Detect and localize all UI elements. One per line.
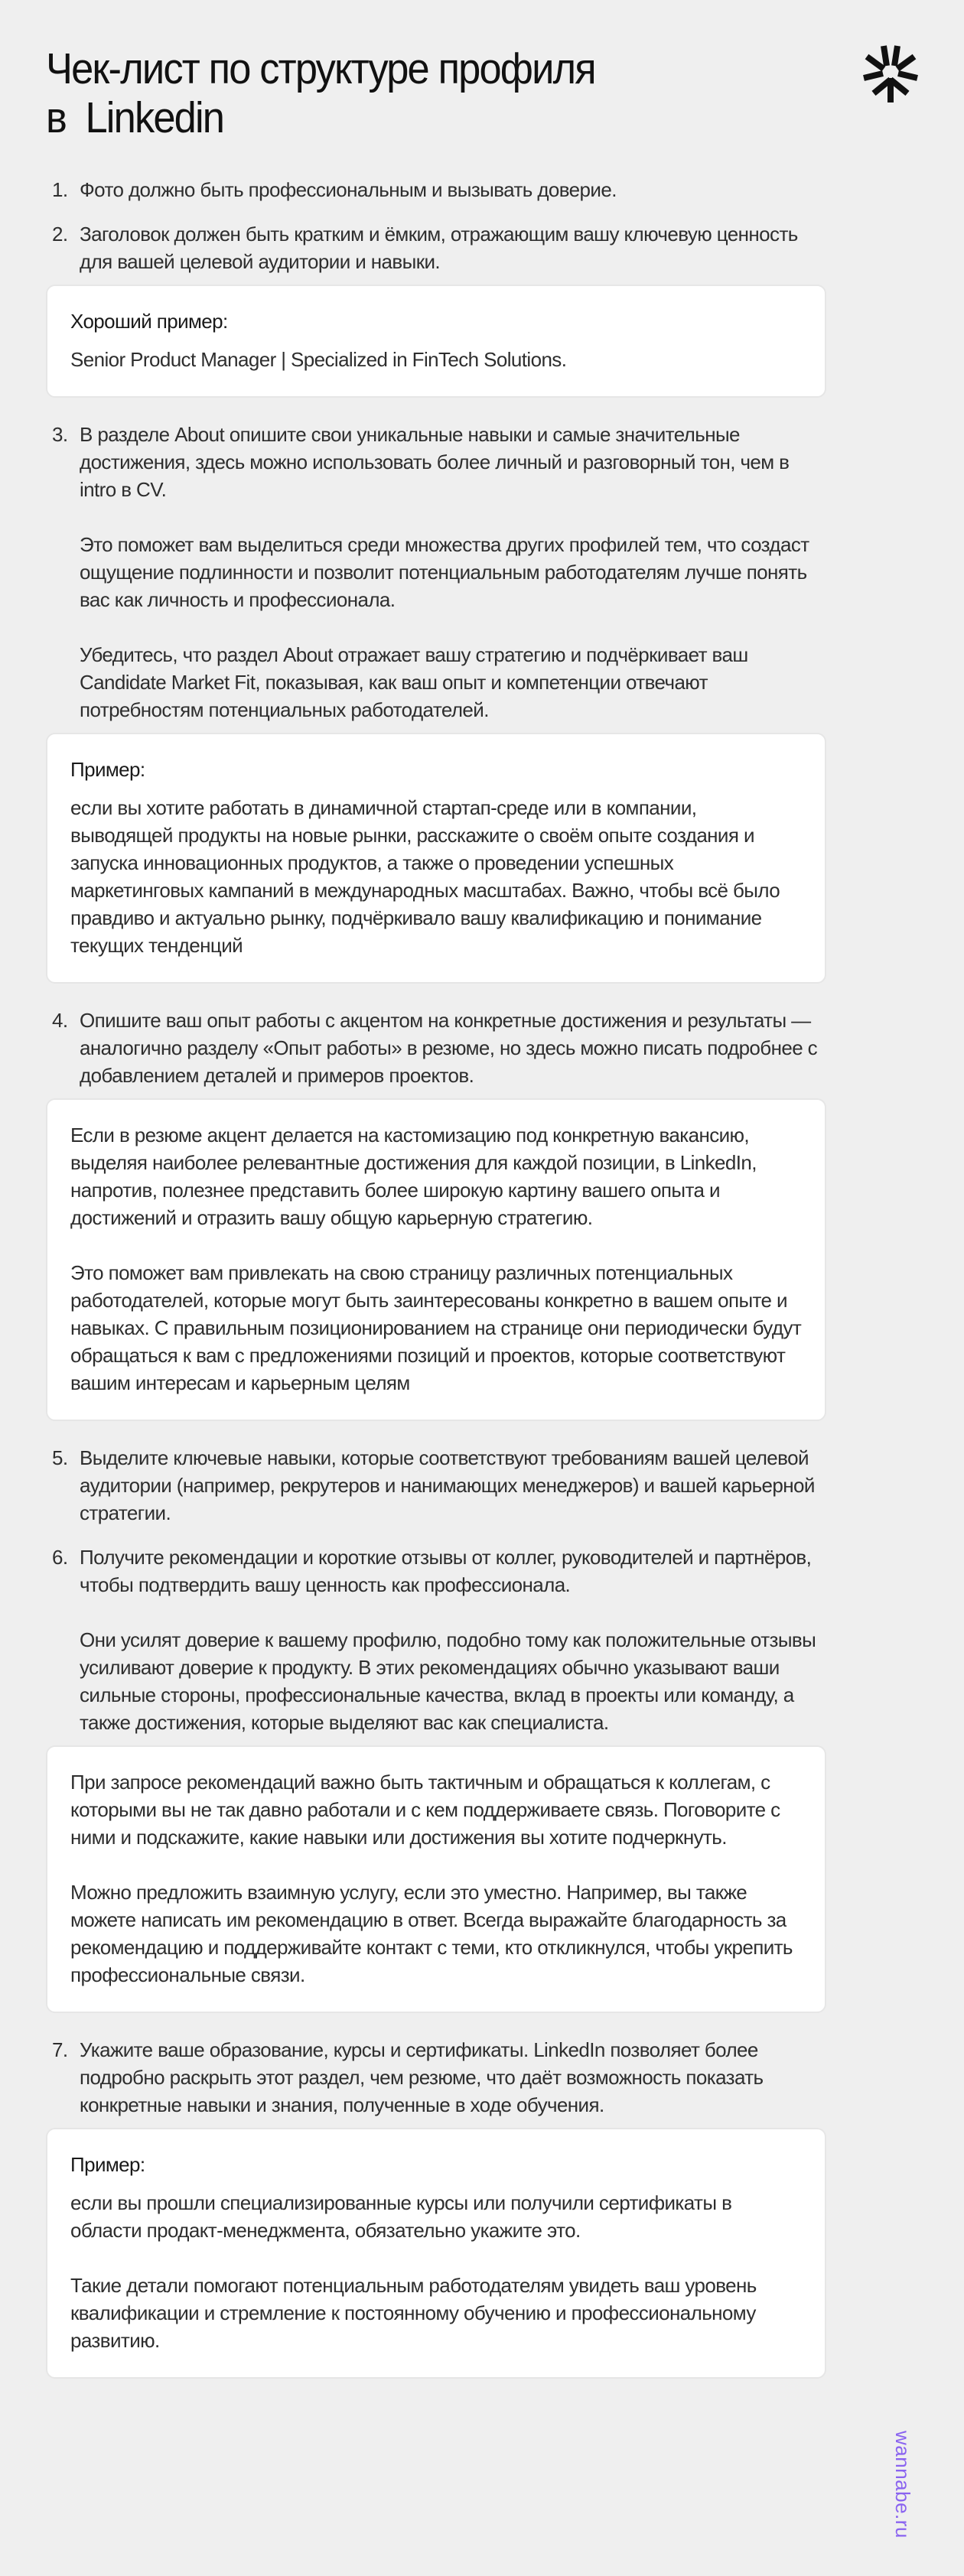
item-text: Заголовок должен быть кратким и ёмким, отражающим вашу ключевую ценность для вашей целевой аудитории и навыки. (80, 223, 798, 273)
title-line-1: Чек-лист по структуре профиля (46, 44, 595, 93)
item-text: Убедитесь, что раздел About отражает вашу стратегию и подчёркивает ваш Candidate Market Fit, показывая, как ваш опыт и компетенции отвечают потребностям потенциальных работодателей. (80, 643, 748, 721)
item-text: Выделите ключевые навыки, которые соответствуют требованиям вашей целевой аудитории (например, рекрутеров и нанимающих менеджеров) и вашей карьерной стратегии. (80, 1446, 815, 1524)
example-card (46, 733, 826, 984)
item-number: 4. (52, 1009, 68, 1032)
checklist-item (46, 1444, 826, 1527)
item-number: 1. (52, 178, 68, 201)
checklist-item (46, 2036, 826, 2119)
checklist-item (46, 176, 826, 203)
asterisk-burst-logo-icon (863, 44, 918, 102)
item-text: Это поможет вам выделиться среди множества других профилей тем, что создаст ощущение подлинности и позволит потенциальным работодателям лучше понять вас как личность и профессионала. (80, 533, 809, 611)
checklist-item (46, 421, 826, 724)
checklist-item (46, 1007, 826, 1089)
page-title (46, 44, 721, 142)
item-text: Фото должно быть профессиональным и вызывать доверие. (80, 178, 617, 201)
example-card (46, 2128, 826, 2379)
checklist-item (46, 1543, 826, 1736)
item-number: 5. (52, 1446, 68, 1469)
example-card (46, 1098, 826, 1421)
title-line-2: в Linkedin (46, 93, 224, 142)
checklist (46, 176, 826, 2379)
checklist-item (46, 220, 826, 275)
example-card-text: Это поможет вам привлекать на свою страницу различных потенциальных работодателей, которые могут быть заинтересованы конкретно в вашем опыте и навыках. С правильным позиционированием на странице они периодически будут обращаться к вам с предложениями позиций и проектов, которые соответствуют вашим интересам и карьерным целям (70, 1261, 802, 1394)
example-card-label: Пример: (70, 758, 145, 781)
item-text: Получите рекомендации и короткие отзывы от коллег, руководителей и партнёров, чтобы подтвердить вашу ценность как профессионала. (80, 1546, 812, 1596)
item-text: Укажите ваше образование, курсы и сертификаты. LinkedIn позволяет более подробно раскрыть этот раздел, чем резюме, что даёт возможность показать конкретные навыки и знания, полученные в ходе обучения. (80, 2038, 764, 2116)
item-number: 7. (52, 2038, 68, 2061)
item-number: 2. (52, 223, 68, 246)
example-card-label: Хороший пример: (70, 310, 228, 333)
example-card-text: Такие детали помогают потенциальным работодателям увидеть ваш уровень квалификации и стремление к постоянному обучению и профессиональному развитию. (70, 2274, 757, 2352)
item-number: 6. (52, 1546, 68, 1569)
example-card (46, 1745, 826, 2013)
example-card-text: Если в резюме акцент делается на кастомизацию под конкретную вакансию, выделяя наиболее релевантные достижения для каждой позиции, в LinkedIn, напротив, полезнее представить более широкую картину вашего опыта и достижений и отразить вашу общую карьерную стратегию. (70, 1124, 757, 1229)
item-text: Опишите ваш опыт работы с акцентом на конкретные достижения и результаты — аналогично разделу «Опыт работы» в резюме, но здесь можно писать подробнее с добавлением деталей и примеров проектов. (80, 1009, 818, 1087)
example-card-label: Пример: (70, 2153, 145, 2176)
example-card-text: если вы хотите работать в динамичной стартап-среде или в компании, выводящей продукты на новые рынки, расскажите о своём опыте создания и запуска инновационных продуктов, а также о проведении успешных маркетинговых кампаний в международных масштабах. Важно, чтобы всё было правдиво и актуально рынку, подчёркивало вашу квалификацию и понимание текущих тенденций (70, 796, 780, 957)
item-text: Они усилят доверие к вашему профилю, подобно тому как положительные отзывы усиливают доверие к продукту. В этих рекомендациях обычно указывают ваши сильные стороны, профессиональные качества, вклад в проекты или команду, а также достижения, которые выделяют вас как специалиста. (80, 1628, 816, 1734)
example-card-text: если вы прошли специализированные курсы или получили сертификаты в области продакт-менеджмента, обязательно укажите это. (70, 2191, 732, 2242)
example-card (46, 285, 826, 398)
example-card-text: Можно предложить взаимную услугу, если это уместно. Например, вы также можете написать им рекомендацию в ответ. Всегда выражайте благодарность за рекомендацию и поддерживайте контакт с теми, кто откликнулся, чтобы укрепить профессиональные связи. (70, 1881, 793, 1986)
example-card-text: Senior Product Manager | Specialized in FinTech Solutions. (70, 348, 567, 371)
item-number: 3. (52, 423, 68, 446)
watermark-link[interactable]: wannabe.ru (891, 2431, 914, 2539)
item-text: В разделе About опишите свои уникальные навыки и самые значительные достижения, здесь можно использовать более личный и разговорный тон, чем в intro в CV. (80, 423, 790, 501)
example-card-text: При запросе рекомендаций важно быть тактичным и обращаться к коллегам, с которыми вы не так давно работали и с кем поддерживаете связь. Поговорите с ними и подскажите, какие навыки или достижения вы хотите подчеркнуть. (70, 1771, 780, 1849)
